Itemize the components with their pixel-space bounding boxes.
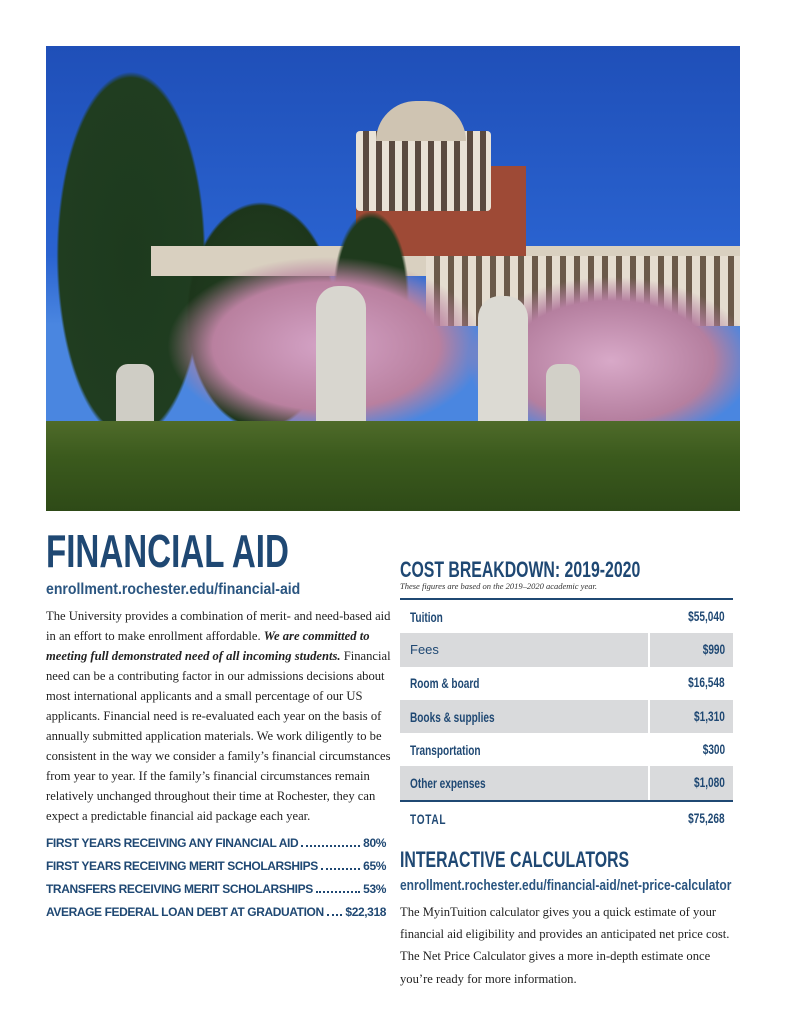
cost-table [400, 598, 733, 836]
calculators-heading: INTERACTIVE CALCULATORS [400, 847, 630, 872]
cost-note: These figures are based on the 2019–2020 academic year. [400, 581, 597, 591]
stat-row: TRANSFERS RECEIVING MERIT SCHOLARSHIPS 53% [46, 882, 386, 896]
table-row: Tuition $55,040 [400, 600, 733, 633]
financial-aid-body: The University provides a combination of merit- and need-based aid in an effort to make enrollment affordable. We are committed to meeting full demonstrated need of all incoming students. Financial need can be a contributing factor in our admissions decisions about most international applicants and a small percentage of our US applicants. Financial need is re-evaluated each year on the basis of annually submitted application materials. We work diligently to be consistent in the way we consider a family’s financial circumstances from year to year. If the family’s financial circumstances remain relatively unchanged throughout their time at Rochester, they can expect a predictable financial aid package each year. [46, 609, 391, 823]
table-row: Other expenses $1,080 [400, 766, 733, 799]
aid-stats-list [46, 836, 386, 928]
table-row: Books & supplies $1,310 [400, 700, 733, 733]
table-row: Transportation $300 [400, 733, 733, 766]
cost-breakdown-heading: COST BREAKDOWN: 2019-2020 [400, 557, 641, 582]
calculators-body: The MyinTuition calculator gives you a quick estimate of your financial aid eligibility and provides an anticipated net price cost. The Net Price Calculator gives a more in-depth estimate once you’re ready for more information. [400, 905, 730, 986]
stat-row: AVERAGE FEDERAL LOAN DEBT AT GRADUATION $22,318 [46, 905, 386, 919]
table-row: Fees $990 [400, 633, 733, 666]
dot-leader [327, 914, 343, 916]
table-total-row: TOTAL $75,268 [400, 800, 733, 836]
campus-photo [46, 46, 740, 511]
financial-aid-column [46, 606, 391, 928]
stat-row: FIRST YEARS RECEIVING MERIT SCHOLARSHIPS 65% [46, 859, 386, 873]
table-row: Room & board $16,548 [400, 667, 733, 700]
financial-aid-heading: FINANCIAL AID [46, 525, 289, 577]
dot-leader [316, 891, 360, 893]
stat-row: FIRST YEARS RECEIVING ANY FINANCIAL AID 80% [46, 836, 386, 850]
financial-aid-link[interactable]: enrollment.rochester.edu/financial-aid [46, 581, 301, 598]
dot-leader [301, 845, 360, 847]
dot-leader [321, 868, 360, 870]
net-price-calculator-link[interactable]: enrollment.rochester.edu/financial-aid/net-price-calculator [400, 877, 732, 894]
